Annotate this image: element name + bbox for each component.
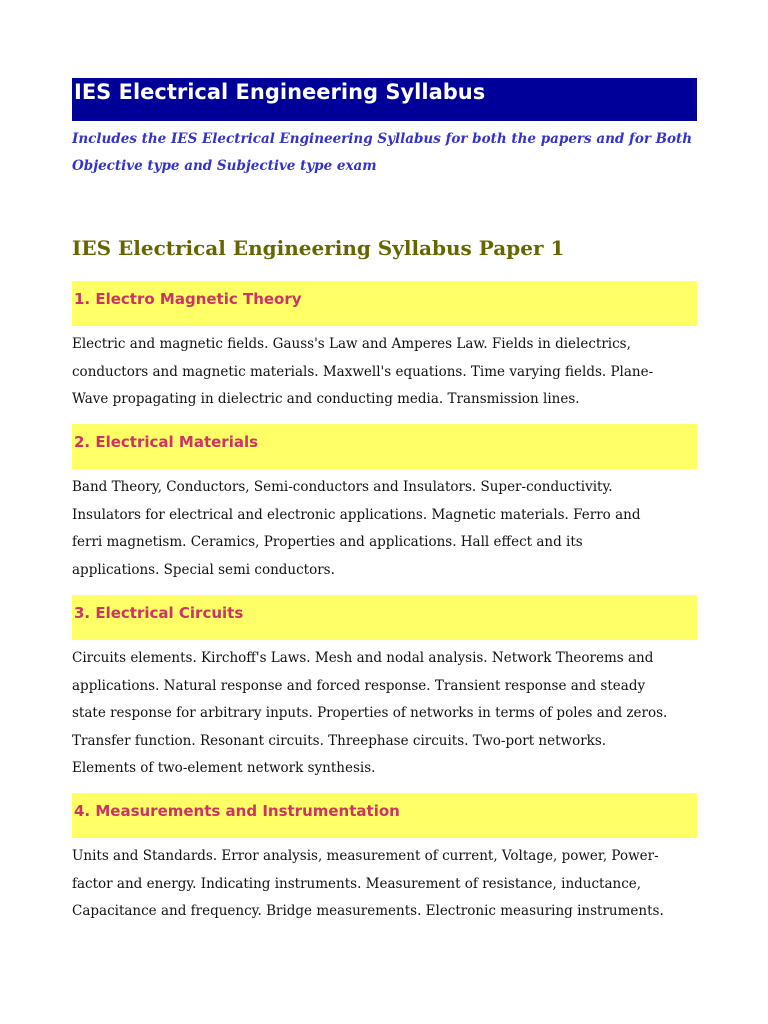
section-header-electrical-circuits <box>72 595 697 640</box>
paper-heading: IES Electrical Engineering Syllabus Paper 1 <box>72 236 565 260</box>
page-title: IES Electrical Engineering Syllabus <box>74 80 486 104</box>
section-title: 1. Electro Magnetic Theory <box>74 290 302 308</box>
section-title: 4. Measurements and Instrumentation <box>74 802 400 820</box>
intro-text: Includes the IES Electrical Engineering Syllabus for both the papers and for Both Objective type and Subjective type exam <box>72 131 693 174</box>
section-title: 3. Electrical Circuits <box>74 604 244 622</box>
section-header-electro-magnetic-theory <box>72 281 697 326</box>
section-body: Units and Standards. Error analysis, measurement of current, Voltage, power, Power-factor and energy. Indicating instruments. Measurement of resistance, inductance, Capacitance and frequency. Bridge measurements. Electronic measuring instruments. <box>72 848 664 919</box>
section-body: Band Theory, Conductors, Semi-conductors and Insulators. Super-conductivity. Insulators for electrical and electronic applications. Magnetic materials. Ferro and ferri magnetism. Ceramics, Properties and applications. Hall effect and its applications. Special semi conductors. <box>72 479 641 578</box>
section-body: Circuits elements. Kirchoff's Laws. Mesh and nodal analysis. Network Theorems and applications. Natural response and forced response. Transient response and steady state response for arbitrary inputs. Properties of networks in terms of poles and zeros. Transfer function. Resonant circuits. Threephase circuits. Two-port networks. Elements of two-element network synthesis. <box>72 650 668 776</box>
section-header-measurements-and-instrumentation <box>72 793 697 838</box>
section-header-electrical-materials <box>72 424 697 469</box>
section-body: Electric and magnetic fields. Gauss's Law and Amperes Law. Fields in dielectrics, conductors and magnetic materials. Maxwell's equations. Time varying fields. Plane-Wave propagating in dielectric and conducting media. Transmission lines. <box>72 336 654 407</box>
title-banner <box>72 78 697 121</box>
section-title: 2. Electrical Materials <box>74 433 259 451</box>
